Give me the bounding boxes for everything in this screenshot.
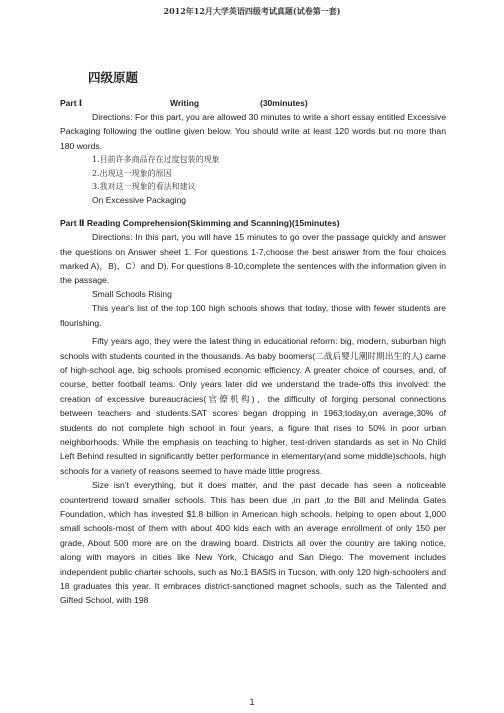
part1-name: Writing (170, 98, 200, 108)
passage-paragraph-1: This year's list of the top 100 high schools shows that today, those with fewer students are flourishing. (60, 303, 446, 328)
outline-point-3: 3.我对这一现象的看法和建议 (92, 182, 196, 192)
passage-title: Small Schools Rising (92, 288, 172, 299)
part2-heading: Part Ⅱ Reading Comprehension(Skimming and Scanning)(15minutes) (60, 218, 340, 229)
part1-heading (60, 96, 446, 110)
passage-paragraph-3: Size isn't everything, but it does matter, and the past decade has seen a noticeable countertrend toward smaller schools. This has been due ,in part ,to the Bill and Melinda Gates Foundation, which has invested $1.8 billion in American high schools, helping to open about 1,000 small schools-most of them with about 400 kids each with an average enrollment of only 150 per grade, About 500 more are on the drawing board. Districts all over the country are taking notice, along with mayors in cities like New York, Chicago and San Diego. The movement includes independent public charter schools, such as No.1 BASIS in Tucson, with only 120 high-schoolers and 18 graduates this year. It embraces district-sanctioned magnet schools, such as the Talented and Gifted School, with 198 (60, 480, 446, 606)
outline-point-2: 2.出现这一现象的原因 (92, 168, 172, 178)
document-body (60, 68, 446, 608)
part2-directions: Directions: In this part, you will have 15 minutes to go over the passage quickly and answer the questions on Answer sheet 1. For questions 1-7,choose the best answer from the four choices marked A)，B)，C）and D). For questions 8-10,complete the sentences with the information given in the passage. (60, 232, 446, 286)
part1-label: Part Ⅰ (60, 98, 83, 108)
page-header: 2012年12月大学英语四级考试真题(试卷第一套) (163, 6, 341, 16)
passage-paragraph-2: Fifty years ago, they were the latest thing in educational reform: big, modern, suburban high schools with students counted in the thousands. As baby boomers(二战后婴儿潮时期出生的人) came of high-school age, big schools promised economic efficiency. A greater choice of courses, and, of course, better football teams. Only years later did we understand the trade-offs this involved: the creation of excessive bureaucracies(官僚机构)，the difficulty of forging personal connections between teachers and students.SAT scores began dropping in 1963;today,on average,30% of students do not complete high school in four years, a figure that rises to 50% in poor urban neighborhoods. While the emphasis on teaching to higher, test-driven standards as set in No Child Left Behind resulted in significantly better performance in elementary(and some middle)schools, high schools for a variety of reasons seemed to have made little progress. (60, 336, 446, 476)
page-title: 四级原题 (88, 70, 139, 85)
page-number: 1 (249, 697, 255, 707)
part1-time: (30minutes) (260, 98, 308, 108)
part1-directions: Directions: For this part, you are allowed 30 minutes to write a short essay entitled Excessive Packaging following the outline given below. You should write at least 120 words but no more than 180 words. (60, 112, 446, 151)
essay-title: On Excessive Packaging (92, 194, 187, 205)
outline-point-1: 1.目前许多商品存在过度包装的现象 (92, 155, 220, 165)
